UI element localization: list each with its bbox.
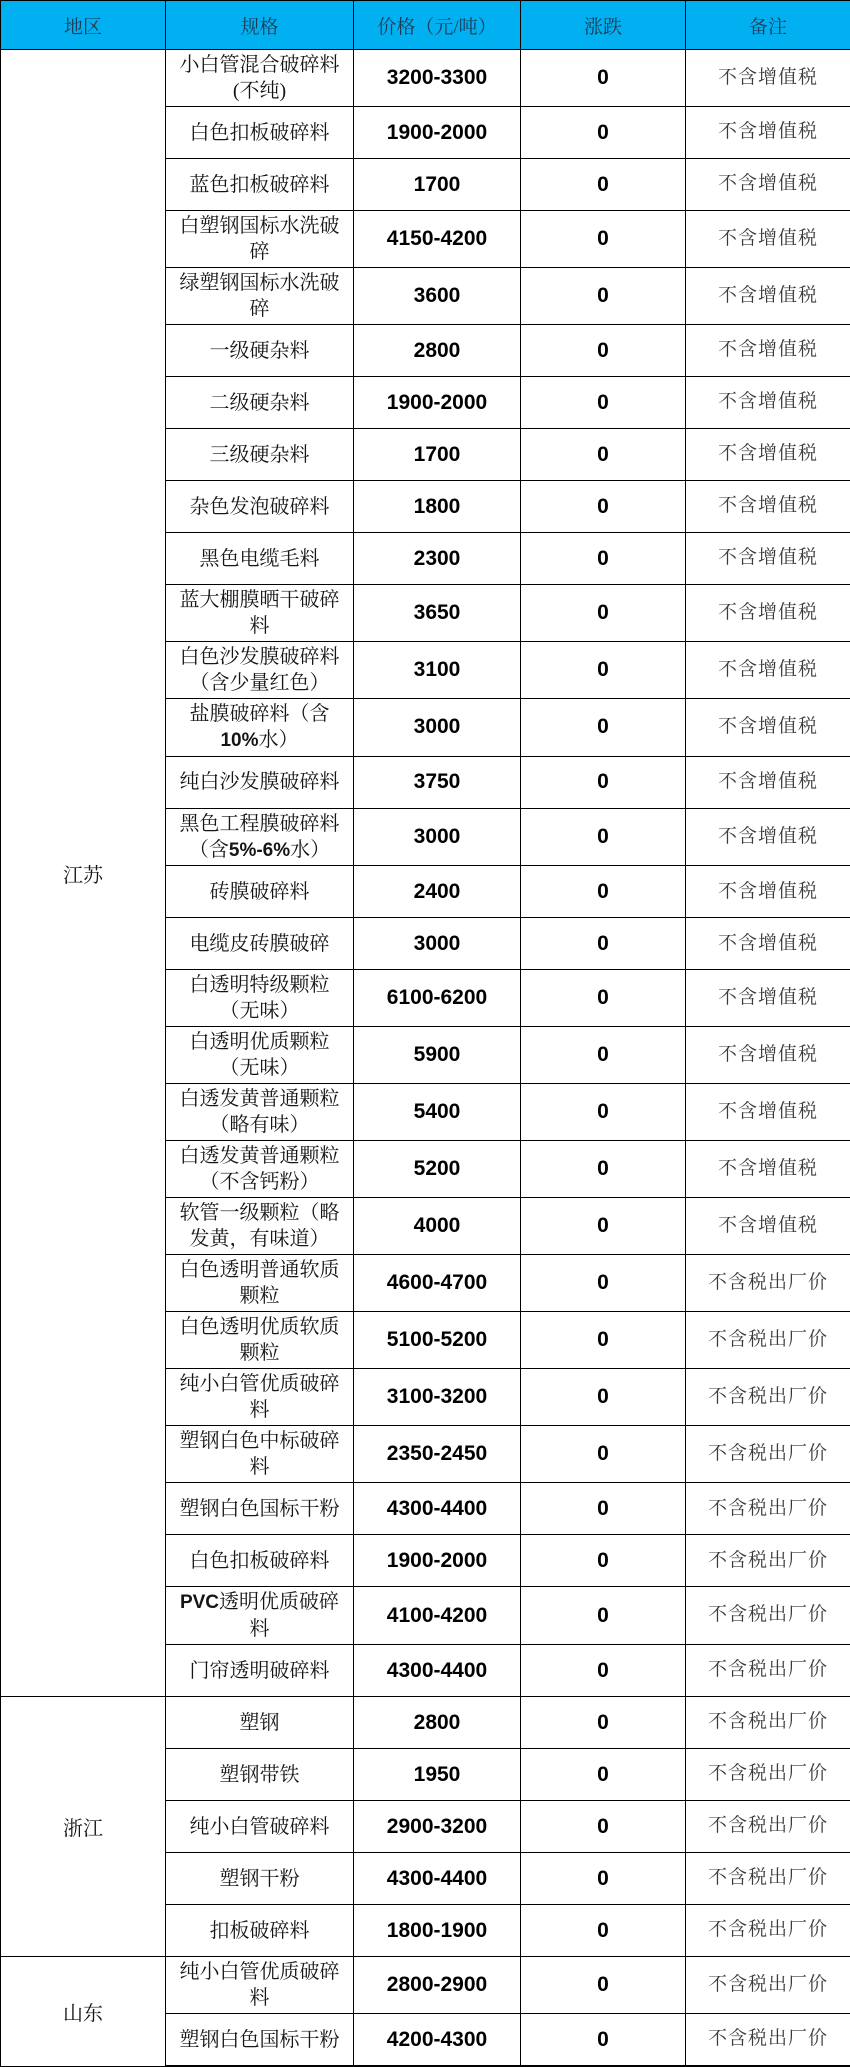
spec-cell: 白色透明优质软质颗粒 — [166, 1312, 354, 1369]
note-cell: 不含增值税 — [686, 533, 850, 585]
price-cell: 4000 — [354, 1198, 521, 1255]
price-cell: 3600 — [354, 268, 521, 325]
spec-cell: 蓝大棚膜晒干破碎料 — [166, 585, 354, 642]
spec-cell: 三级硬杂料 — [166, 429, 354, 481]
spec-cell: 电缆皮砖膜破碎 — [166, 918, 354, 970]
change-cell: 0 — [521, 268, 686, 325]
spec-cell: 白透明优质颗粒（无味） — [166, 1027, 354, 1084]
note-cell: 不含税出厂价 — [686, 1905, 850, 1957]
spec-cell: 绿塑钢国标水洗破碎 — [166, 268, 354, 325]
region-cell: 浙江 — [1, 1697, 166, 1957]
change-cell: 0 — [521, 107, 686, 159]
change-cell: 0 — [521, 699, 686, 757]
change-cell: 0 — [521, 866, 686, 918]
price-cell: 3750 — [354, 756, 521, 808]
spec-cell: 纯白沙发膜破碎料 — [166, 756, 354, 808]
price-cell: 4300-4400 — [354, 1853, 521, 1905]
spec-cell: 蓝色扣板破碎料 — [166, 159, 354, 211]
change-cell: 0 — [521, 1905, 686, 1957]
price-cell: 1900-2000 — [354, 1535, 521, 1587]
note-cell: 不含增值税 — [686, 1027, 850, 1084]
price-cell: 3100-3200 — [354, 1369, 521, 1426]
price-cell: 3000 — [354, 918, 521, 970]
change-cell: 0 — [521, 756, 686, 808]
change-cell: 0 — [521, 325, 686, 377]
col-header-region: 地区 — [1, 1, 166, 50]
spec-cell: 白色沙发膜破碎料（含少量红色） — [166, 642, 354, 699]
note-cell: 不含税出厂价 — [686, 1426, 850, 1483]
note-cell: 不含税出厂价 — [686, 1697, 850, 1749]
price-cell: 4600-4700 — [354, 1255, 521, 1312]
spec-cell: 白色扣板破碎料 — [166, 1535, 354, 1587]
change-cell: 0 — [521, 159, 686, 211]
note-cell: 不含税出厂价 — [686, 1535, 850, 1587]
change-cell: 0 — [521, 970, 686, 1027]
note-cell: 不含增值税 — [686, 429, 850, 481]
change-cell: 0 — [521, 1853, 686, 1905]
change-cell: 0 — [521, 1198, 686, 1255]
price-cell: 5200 — [354, 1141, 521, 1198]
note-cell: 不含税出厂价 — [686, 2014, 850, 2067]
table-row — [1, 1697, 850, 1749]
spec-cell: 塑钢带铁 — [166, 1749, 354, 1801]
col-header-spec: 规格 — [166, 1, 354, 50]
change-cell: 0 — [521, 1369, 686, 1426]
note-cell: 不含税出厂价 — [686, 1483, 850, 1535]
change-cell: 0 — [521, 1749, 686, 1801]
change-cell: 0 — [521, 50, 686, 107]
note-cell: 不含增值税 — [686, 50, 850, 107]
note-cell: 不含增值税 — [686, 377, 850, 429]
note-cell: 不含增值税 — [686, 325, 850, 377]
spec-cell: PVC透明优质破碎料 — [166, 1587, 354, 1645]
spec-cell: 砖膜破碎料 — [166, 866, 354, 918]
change-cell: 0 — [521, 429, 686, 481]
price-cell: 2350-2450 — [354, 1426, 521, 1483]
spec-cell: 二级硬杂料 — [166, 377, 354, 429]
note-cell: 不含税出厂价 — [686, 1749, 850, 1801]
note-cell: 不含税出厂价 — [686, 1587, 850, 1645]
region-cell: 山东 — [1, 1957, 166, 2067]
price-cell: 3100 — [354, 642, 521, 699]
col-header-price: 价格（元/吨） — [354, 1, 521, 50]
spec-cell: 纯小白管优质破碎料 — [166, 1957, 354, 2014]
price-cell: 3200-3300 — [354, 50, 521, 107]
spec-cell: 黑色工程膜破碎料（含5%-6%水） — [166, 808, 354, 866]
price-cell: 2300 — [354, 533, 521, 585]
price-cell: 5900 — [354, 1027, 521, 1084]
col-header-note: 备注 — [686, 1, 850, 50]
note-cell: 不含增值税 — [686, 866, 850, 918]
change-cell: 0 — [521, 2014, 686, 2067]
price-cell: 1900-2000 — [354, 107, 521, 159]
note-cell: 不含增值税 — [686, 756, 850, 808]
note-cell: 不含税出厂价 — [686, 1369, 850, 1426]
price-cell: 1800 — [354, 481, 521, 533]
price-cell: 5100-5200 — [354, 1312, 521, 1369]
spec-cell: 黑色电缆毛料 — [166, 533, 354, 585]
header-row — [1, 1, 850, 50]
note-cell: 不含税出厂价 — [686, 1255, 850, 1312]
price-cell: 4150-4200 — [354, 211, 521, 268]
spec-cell: 杂色发泡破碎料 — [166, 481, 354, 533]
spec-cell: 小白管混合破碎料(不纯) — [166, 50, 354, 107]
price-cell: 2400 — [354, 866, 521, 918]
change-cell: 0 — [521, 1645, 686, 1697]
note-cell: 不含增值税 — [686, 699, 850, 757]
note-cell: 不含增值税 — [686, 1141, 850, 1198]
change-cell: 0 — [521, 211, 686, 268]
note-cell: 不含增值税 — [686, 918, 850, 970]
note-cell: 不含增值税 — [686, 642, 850, 699]
col-header-change: 涨跌 — [521, 1, 686, 50]
note-cell: 不含增值税 — [686, 268, 850, 325]
spec-cell: 白透发黄普通颗粒（略有味） — [166, 1084, 354, 1141]
spec-cell: 塑钢白色国标干粉 — [166, 2014, 354, 2067]
spec-cell: 盐膜破碎料（含10%水） — [166, 699, 354, 757]
note-cell: 不含增值税 — [686, 107, 850, 159]
table-row — [1, 50, 850, 107]
spec-cell: 纯小白管优质破碎料 — [166, 1369, 354, 1426]
change-cell: 0 — [521, 481, 686, 533]
price-cell: 1700 — [354, 159, 521, 211]
spec-cell: 软管一级颗粒（略发黄，有味道） — [166, 1198, 354, 1255]
note-cell: 不含税出厂价 — [686, 1645, 850, 1697]
price-cell: 4100-4200 — [354, 1587, 521, 1645]
change-cell: 0 — [521, 1084, 686, 1141]
spec-cell: 一级硬杂料 — [166, 325, 354, 377]
price-cell: 4300-4400 — [354, 1645, 521, 1697]
note-cell: 不含增值税 — [686, 970, 850, 1027]
price-cell: 6100-6200 — [354, 970, 521, 1027]
change-cell: 0 — [521, 1027, 686, 1084]
spec-cell: 门帘透明破碎料 — [166, 1645, 354, 1697]
spec-cell: 塑钢干粉 — [166, 1853, 354, 1905]
price-cell: 4300-4400 — [354, 1483, 521, 1535]
spec-cell: 塑钢白色国标干粉 — [166, 1483, 354, 1535]
change-cell: 0 — [521, 642, 686, 699]
note-cell: 不含税出厂价 — [686, 1853, 850, 1905]
spec-cell: 白塑钢国标水洗破碎 — [166, 211, 354, 268]
price-cell: 1950 — [354, 1749, 521, 1801]
note-cell: 不含增值税 — [686, 585, 850, 642]
change-cell: 0 — [521, 1483, 686, 1535]
price-cell: 5400 — [354, 1084, 521, 1141]
change-cell: 0 — [521, 1957, 686, 2014]
change-cell: 0 — [521, 533, 686, 585]
price-cell: 1800-1900 — [354, 1905, 521, 1957]
price-cell: 4200-4300 — [354, 2014, 521, 2067]
note-cell: 不含增值税 — [686, 808, 850, 866]
note-cell: 不含增值税 — [686, 159, 850, 211]
change-cell: 0 — [521, 1535, 686, 1587]
change-cell: 0 — [521, 1255, 686, 1312]
note-cell: 不含增值税 — [686, 211, 850, 268]
change-cell: 0 — [521, 1801, 686, 1853]
spec-cell: 纯小白管破碎料 — [166, 1801, 354, 1853]
price-cell: 3000 — [354, 808, 521, 866]
spec-cell: 白色扣板破碎料 — [166, 107, 354, 159]
note-cell: 不含税出厂价 — [686, 1801, 850, 1853]
region-cell: 江苏 — [1, 50, 166, 1697]
note-cell: 不含税出厂价 — [686, 1957, 850, 2014]
change-cell: 0 — [521, 918, 686, 970]
spec-cell: 白色透明普通软质颗粒 — [166, 1255, 354, 1312]
change-cell: 0 — [521, 1312, 686, 1369]
note-cell: 不含税出厂价 — [686, 1312, 850, 1369]
change-cell: 0 — [521, 808, 686, 866]
spec-cell: 白透明特级颗粒（无味） — [166, 970, 354, 1027]
price-cell: 3650 — [354, 585, 521, 642]
change-cell: 0 — [521, 1426, 686, 1483]
note-cell: 不含增值税 — [686, 1198, 850, 1255]
price-cell: 1900-2000 — [354, 377, 521, 429]
price-cell: 2800 — [354, 325, 521, 377]
note-cell: 不含增值税 — [686, 481, 850, 533]
price-cell: 1700 — [354, 429, 521, 481]
price-cell: 2800 — [354, 1697, 521, 1749]
price-cell: 3000 — [354, 699, 521, 757]
change-cell: 0 — [521, 1141, 686, 1198]
spec-cell: 塑钢白色中标破碎料 — [166, 1426, 354, 1483]
note-cell: 不含增值税 — [686, 1084, 850, 1141]
change-cell: 0 — [521, 1697, 686, 1749]
table-row — [1, 1957, 850, 2014]
change-cell: 0 — [521, 1587, 686, 1645]
price-cell: 2900-3200 — [354, 1801, 521, 1853]
spec-cell: 扣板破碎料 — [166, 1905, 354, 1957]
change-cell: 0 — [521, 585, 686, 642]
spec-cell: 白透发黄普通颗粒（不含钙粉） — [166, 1141, 354, 1198]
spec-cell: 塑钢 — [166, 1697, 354, 1749]
change-cell: 0 — [521, 377, 686, 429]
price-cell: 2800-2900 — [354, 1957, 521, 2014]
